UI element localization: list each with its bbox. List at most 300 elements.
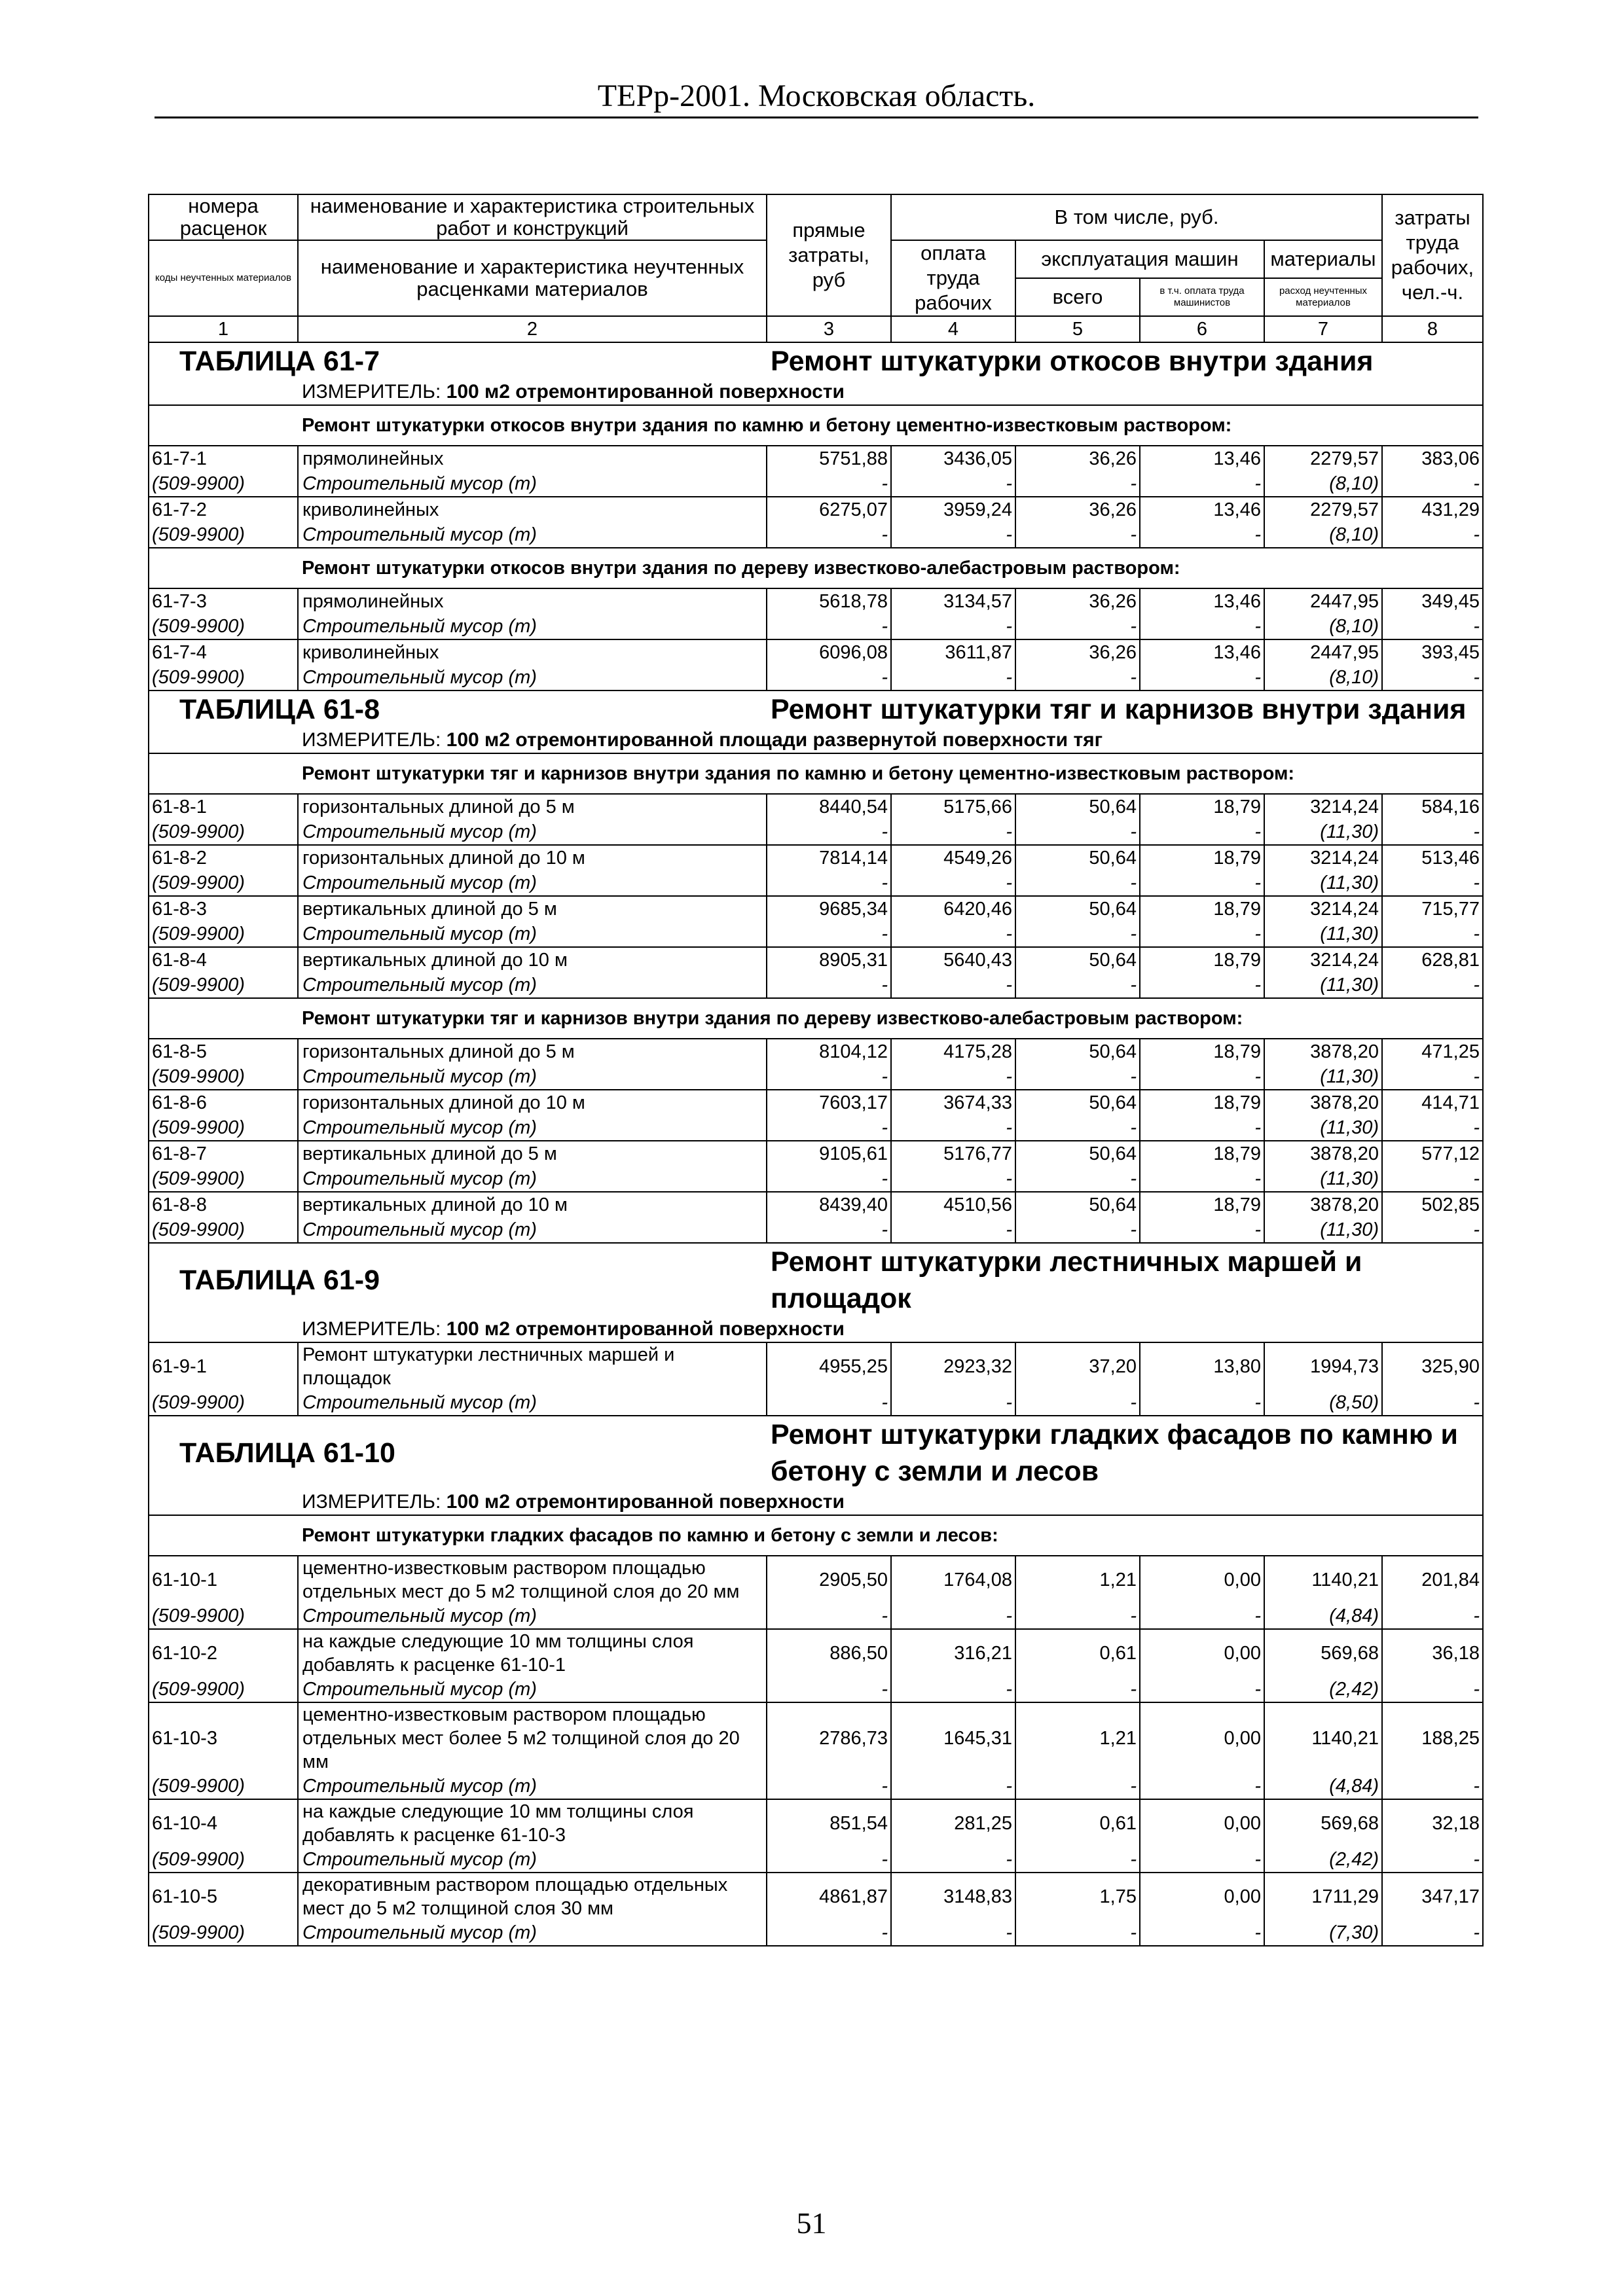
meter xyxy=(298,1490,1483,1515)
material-value: (4,84) xyxy=(1264,1774,1382,1799)
rate-value: 851,54 xyxy=(767,1799,891,1847)
rate-value: 584,16 xyxy=(1382,794,1483,819)
section-title: Ремонт штукатурки откосов внутри здания по дереву известково-алебастровым раствором: xyxy=(298,548,1483,588)
column-number: 8 xyxy=(1382,316,1483,342)
work-description: прямолинейных xyxy=(298,446,767,471)
work-description: криволинейных xyxy=(298,497,767,522)
section-title: Ремонт штукатурки тяг и карнизов внутри здания по камню и бетону цементно-известковым раствором: xyxy=(298,753,1483,794)
rate-value: 36,26 xyxy=(1015,588,1140,614)
table-title: Ремонт штукатурки тяг и карнизов внутри здания xyxy=(767,691,1483,728)
material-value: - xyxy=(1015,973,1140,998)
rate-value: 3611,87 xyxy=(891,639,1015,665)
table-title: Ремонт штукатурки откосов внутри здания xyxy=(767,342,1483,380)
material-value: - xyxy=(1015,1920,1140,1946)
rate-value: 36,26 xyxy=(1015,639,1140,665)
material-value: (4,84) xyxy=(1264,1604,1382,1629)
material-value: - xyxy=(1382,819,1483,845)
rate-value: 8439,40 xyxy=(767,1192,891,1217)
rate-value: 1,21 xyxy=(1015,1702,1140,1774)
material-value: - xyxy=(1382,471,1483,497)
material-value: - xyxy=(1382,1604,1483,1629)
header-row xyxy=(149,194,1483,240)
rates-table xyxy=(148,194,1484,1946)
material-value: - xyxy=(1140,1217,1264,1243)
material-value: - xyxy=(1382,1847,1483,1873)
material-value: - xyxy=(1140,1774,1264,1799)
rate-value: 569,68 xyxy=(1264,1799,1382,1847)
material-description: Строительный мусор (т) xyxy=(298,665,767,691)
rate-value: 0,00 xyxy=(1140,1702,1264,1774)
column-number: 1 xyxy=(149,316,298,342)
rate-value: 5618,78 xyxy=(767,588,891,614)
material-code: (509-9900) xyxy=(149,1847,298,1873)
material-value: (8,10) xyxy=(1264,614,1382,639)
rate-code: 61-8-8 xyxy=(149,1192,298,1217)
material-code: (509-9900) xyxy=(149,471,298,497)
col2-header: наименование и характеристика строительных работ и конструкций xyxy=(298,194,767,240)
material-value: (8,10) xyxy=(1264,522,1382,548)
table-row xyxy=(149,1342,1483,1390)
table-row xyxy=(149,1556,1483,1604)
rate-code: 61-10-3 xyxy=(149,1702,298,1774)
rate-value: 50,64 xyxy=(1015,845,1140,870)
rate-value: 2279,57 xyxy=(1264,446,1382,471)
section-title-row xyxy=(149,753,1483,794)
rate-value: 18,79 xyxy=(1140,794,1264,819)
material-code: (509-9900) xyxy=(149,819,298,845)
material-value: (11,30) xyxy=(1264,1115,1382,1141)
work-description: вертикальных длиной до 10 м xyxy=(298,947,767,973)
material-code: (509-9900) xyxy=(149,614,298,639)
table-row xyxy=(149,1629,1483,1677)
table-row xyxy=(149,794,1483,819)
col2-subheader: наименование и характеристика неучтенных расценками материалов xyxy=(298,240,767,316)
material-value: - xyxy=(1382,522,1483,548)
table-row xyxy=(149,497,1483,522)
rate-code: 61-8-2 xyxy=(149,845,298,870)
rate-value: 1,75 xyxy=(1015,1873,1140,1920)
rate-value: 50,64 xyxy=(1015,1039,1140,1064)
table-number: ТАБЛИЦА 61-8 xyxy=(149,691,767,728)
material-value: - xyxy=(1382,922,1483,947)
material-code: (509-9900) xyxy=(149,1166,298,1192)
rate-value: 2447,95 xyxy=(1264,588,1382,614)
material-description: Строительный мусор (т) xyxy=(298,1166,767,1192)
rate-value: 18,79 xyxy=(1140,1192,1264,1217)
rate-value: 5176,77 xyxy=(891,1141,1015,1166)
rate-code: 61-8-5 xyxy=(149,1039,298,1064)
rate-value: 50,64 xyxy=(1015,1192,1140,1217)
work-description: цементно-известковым раствором площадью отдельных мест до 5 м2 толщиной слоя до 20 мм xyxy=(298,1556,767,1604)
material-value: - xyxy=(1382,1064,1483,1090)
material-value: (11,30) xyxy=(1264,1166,1382,1192)
meter-row xyxy=(149,1490,1483,1515)
material-value: (7,30) xyxy=(1264,1920,1382,1946)
section-title: Ремонт штукатурки тяг и карнизов внутри здания по дереву известково-алебастровым раствором: xyxy=(298,998,1483,1039)
rate-value: 2447,95 xyxy=(1264,639,1382,665)
material-row xyxy=(149,1166,1483,1192)
rate-value: 36,26 xyxy=(1015,446,1140,471)
rate-code: 61-8-4 xyxy=(149,947,298,973)
material-description: Строительный мусор (т) xyxy=(298,522,767,548)
rate-value: 3878,20 xyxy=(1264,1192,1382,1217)
rate-value: 1140,21 xyxy=(1264,1556,1382,1604)
rate-value: 3878,20 xyxy=(1264,1141,1382,1166)
col5-header: всего xyxy=(1015,278,1140,316)
rate-value: 37,20 xyxy=(1015,1342,1140,1390)
rate-value: 50,64 xyxy=(1015,1141,1140,1166)
material-value: - xyxy=(891,1920,1015,1946)
column-numbers-row xyxy=(149,316,1483,342)
material-value: - xyxy=(767,1774,891,1799)
column-number: 2 xyxy=(298,316,767,342)
rate-value: 6275,07 xyxy=(767,497,891,522)
material-row xyxy=(149,1920,1483,1946)
rate-code: 61-10-4 xyxy=(149,1799,298,1847)
material-value: - xyxy=(767,1604,891,1629)
material-value: - xyxy=(1015,1604,1140,1629)
rate-value: 5175,66 xyxy=(891,794,1015,819)
work-description: на каждые следующие 10 мм толщины слоя добавлять к расценке 61-10-1 xyxy=(298,1629,767,1677)
table-row xyxy=(149,1873,1483,1920)
col7-header: расход неучтенных материалов xyxy=(1264,278,1382,316)
material-value: - xyxy=(767,1115,891,1141)
rate-value: 13,80 xyxy=(1140,1342,1264,1390)
work-description: вертикальных длиной до 5 м xyxy=(298,1141,767,1166)
material-value: - xyxy=(767,1064,891,1090)
section-title-row xyxy=(149,548,1483,588)
material-value: - xyxy=(1015,870,1140,896)
work-description: горизонтальных длиной до 5 м xyxy=(298,794,767,819)
material-value: - xyxy=(1015,1115,1140,1141)
rate-value: 18,79 xyxy=(1140,1090,1264,1115)
rate-value: 36,26 xyxy=(1015,497,1140,522)
rate-value: 3674,33 xyxy=(891,1090,1015,1115)
col1-subheader: коды неучтенных материалов xyxy=(149,240,298,316)
material-row xyxy=(149,522,1483,548)
section-title-row xyxy=(149,1515,1483,1556)
work-description: прямолинейных xyxy=(298,588,767,614)
work-description: на каждые следующие 10 мм толщины слоя добавлять к расценке 61-10-3 xyxy=(298,1799,767,1847)
rate-code: 61-10-2 xyxy=(149,1629,298,1677)
section-title: Ремонт штукатурки гладких фасадов по камню и бетону с земли и лесов: xyxy=(298,1515,1483,1556)
material-description: Строительный мусор (т) xyxy=(298,973,767,998)
table-number: ТАБЛИЦА 61-7 xyxy=(149,342,767,380)
rate-code: 61-9-1 xyxy=(149,1342,298,1390)
material-value: - xyxy=(1140,870,1264,896)
work-description: горизонтальных длиной до 5 м xyxy=(298,1039,767,1064)
material-description: Строительный мусор (т) xyxy=(298,1604,767,1629)
material-value: - xyxy=(1015,1217,1140,1243)
material-description: Строительный мусор (т) xyxy=(298,870,767,896)
rate-value: 7814,14 xyxy=(767,845,891,870)
rate-value: 188,25 xyxy=(1382,1702,1483,1774)
rate-value: 2905,50 xyxy=(767,1556,891,1604)
material-value: (8,10) xyxy=(1264,471,1382,497)
material-value: - xyxy=(1015,819,1140,845)
table-row xyxy=(149,845,1483,870)
material-code: (509-9900) xyxy=(149,665,298,691)
material-code: (509-9900) xyxy=(149,1920,298,1946)
material-value: - xyxy=(891,973,1015,998)
material-code: (509-9900) xyxy=(149,1217,298,1243)
col3-header: прямые затраты, руб xyxy=(767,194,891,316)
material-value: - xyxy=(1015,1677,1140,1702)
table-title: Ремонт штукатурки гладких фасадов по камню и бетону с земли и лесов xyxy=(767,1416,1483,1490)
material-value: - xyxy=(891,1217,1015,1243)
material-value: (11,30) xyxy=(1264,819,1382,845)
material-row xyxy=(149,1847,1483,1873)
material-value: - xyxy=(1140,819,1264,845)
rate-code: 61-10-1 xyxy=(149,1556,298,1604)
material-value: - xyxy=(1140,1604,1264,1629)
material-value: (11,30) xyxy=(1264,1064,1382,1090)
rate-value: 32,18 xyxy=(1382,1799,1483,1847)
rate-value: 0,00 xyxy=(1140,1629,1264,1677)
material-value: (11,30) xyxy=(1264,922,1382,947)
material-value: - xyxy=(767,1166,891,1192)
material-value: - xyxy=(891,819,1015,845)
rate-code: 61-7-3 xyxy=(149,588,298,614)
meter-label: ИЗМЕРИТЕЛЬ: xyxy=(302,381,441,403)
material-row xyxy=(149,1604,1483,1629)
rate-value: 18,79 xyxy=(1140,1039,1264,1064)
material-value: - xyxy=(1382,1774,1483,1799)
rate-value: 414,71 xyxy=(1382,1090,1483,1115)
page-header: ТЕРр-2001. Московская область. xyxy=(155,77,1478,118)
material-row xyxy=(149,1217,1483,1243)
material-code: (509-9900) xyxy=(149,973,298,998)
table-row xyxy=(149,1192,1483,1217)
meter xyxy=(298,728,1483,753)
table-row xyxy=(149,1039,1483,1064)
work-description: декоративным раствором площадью отдельных мест до 5 м2 толщиной слоя 30 мм xyxy=(298,1873,767,1920)
rate-value: 18,79 xyxy=(1140,845,1264,870)
work-description: цементно-известковым раствором площадью отдельных мест более 5 м2 толщиной слоя до 20 мм xyxy=(298,1702,767,1774)
material-value: - xyxy=(891,1115,1015,1141)
material-value: - xyxy=(1382,1920,1483,1946)
rate-value: 5640,43 xyxy=(891,947,1015,973)
rate-value: 13,46 xyxy=(1140,588,1264,614)
work-description: криволинейных xyxy=(298,639,767,665)
rate-value: 3214,24 xyxy=(1264,896,1382,922)
rate-value: 1764,08 xyxy=(891,1556,1015,1604)
material-value: - xyxy=(1382,1217,1483,1243)
material-value: - xyxy=(891,471,1015,497)
material-row xyxy=(149,819,1483,845)
material-value: - xyxy=(767,1390,891,1416)
rate-value: 201,84 xyxy=(1382,1556,1483,1604)
rate-code: 61-8-3 xyxy=(149,896,298,922)
material-value: - xyxy=(1140,471,1264,497)
material-row xyxy=(149,1677,1483,1702)
material-value: - xyxy=(1015,1774,1140,1799)
material-value: - xyxy=(1382,1677,1483,1702)
material-value: - xyxy=(1015,922,1140,947)
rate-value: 502,85 xyxy=(1382,1192,1483,1217)
material-row xyxy=(149,665,1483,691)
material-row xyxy=(149,1774,1483,1799)
rate-value: 577,12 xyxy=(1382,1141,1483,1166)
page-number: 51 xyxy=(796,2206,827,2240)
material-row xyxy=(149,973,1483,998)
rate-value: 8440,54 xyxy=(767,794,891,819)
material-value: - xyxy=(1015,1847,1140,1873)
rate-value: 3959,24 xyxy=(891,497,1015,522)
rate-value: 325,90 xyxy=(1382,1342,1483,1390)
meter-value: 100 м2 отремонтированной поверхности xyxy=(446,1491,845,1513)
material-value: - xyxy=(767,665,891,691)
material-description: Строительный мусор (т) xyxy=(298,1064,767,1090)
rate-code: 61-7-2 xyxy=(149,497,298,522)
rate-value: 0,61 xyxy=(1015,1799,1140,1847)
rate-value: 4549,26 xyxy=(891,845,1015,870)
material-value: - xyxy=(1382,1115,1483,1141)
rate-value: 18,79 xyxy=(1140,947,1264,973)
rate-value: 316,21 xyxy=(891,1629,1015,1677)
material-value: - xyxy=(891,870,1015,896)
meter-label: ИЗМЕРИТЕЛЬ: xyxy=(302,1491,441,1513)
rate-value: 513,46 xyxy=(1382,845,1483,870)
material-description: Строительный мусор (т) xyxy=(298,922,767,947)
material-value: - xyxy=(767,1847,891,1873)
table-title: Ремонт штукатурки лестничных маршей и площадок xyxy=(767,1243,1483,1317)
rate-value: 6096,08 xyxy=(767,639,891,665)
column-number: 6 xyxy=(1140,316,1264,342)
material-value: - xyxy=(1015,522,1140,548)
material-row xyxy=(149,870,1483,896)
rate-code: 61-8-7 xyxy=(149,1141,298,1166)
material-description: Строительный мусор (т) xyxy=(298,1774,767,1799)
rate-value: 5751,88 xyxy=(767,446,891,471)
table-row xyxy=(149,1090,1483,1115)
material-value: - xyxy=(1140,522,1264,548)
material-description: Строительный мусор (т) xyxy=(298,1390,767,1416)
rate-value: 3148,83 xyxy=(891,1873,1015,1920)
meter xyxy=(298,1317,1483,1342)
rate-value: 0,61 xyxy=(1015,1629,1140,1677)
table-number: ТАБЛИЦА 61-10 xyxy=(149,1416,767,1490)
material-value: - xyxy=(891,1064,1015,1090)
material-value: - xyxy=(1140,1847,1264,1873)
rate-value: 349,45 xyxy=(1382,588,1483,614)
material-description: Строительный мусор (т) xyxy=(298,471,767,497)
material-value: - xyxy=(1140,1166,1264,1192)
table-title-row xyxy=(149,342,1483,380)
section-title-row xyxy=(149,998,1483,1039)
rate-code: 61-7-1 xyxy=(149,446,298,471)
meter-label: ИЗМЕРИТЕЛЬ: xyxy=(302,729,441,751)
rate-value: 1994,73 xyxy=(1264,1342,1382,1390)
material-value: - xyxy=(767,614,891,639)
material-value: - xyxy=(891,614,1015,639)
material-value: - xyxy=(767,819,891,845)
rate-value: 3878,20 xyxy=(1264,1039,1382,1064)
rate-value: 347,17 xyxy=(1382,1873,1483,1920)
rate-value: 0,00 xyxy=(1140,1873,1264,1920)
material-value: (11,30) xyxy=(1264,870,1382,896)
rate-value: 1711,29 xyxy=(1264,1873,1382,1920)
meter-value: 100 м2 отремонтированной поверхности xyxy=(446,381,845,403)
rate-value: 431,29 xyxy=(1382,497,1483,522)
rate-value: 50,64 xyxy=(1015,1090,1140,1115)
material-description: Строительный мусор (т) xyxy=(298,1847,767,1873)
rate-value: 2923,32 xyxy=(891,1342,1015,1390)
section-title-row xyxy=(149,405,1483,446)
rate-value: 18,79 xyxy=(1140,1141,1264,1166)
col4-header: оплата труда рабочих xyxy=(891,240,1015,316)
rate-value: 50,64 xyxy=(1015,896,1140,922)
material-value: - xyxy=(767,1677,891,1702)
rate-value: 1645,31 xyxy=(891,1702,1015,1774)
rate-value: 8905,31 xyxy=(767,947,891,973)
rate-value: 13,46 xyxy=(1140,446,1264,471)
table-row xyxy=(149,1799,1483,1847)
work-description: горизонтальных длиной до 10 м xyxy=(298,1090,767,1115)
column-number: 3 xyxy=(767,316,891,342)
material-value: - xyxy=(1382,614,1483,639)
table-title-row xyxy=(149,1243,1483,1317)
material-value: - xyxy=(1015,1064,1140,1090)
rate-code: 61-7-4 xyxy=(149,639,298,665)
material-row xyxy=(149,1390,1483,1416)
section-title: Ремонт штукатурки откосов внутри здания по камню и бетону цементно-известковым раствором: xyxy=(298,405,1483,446)
rate-code: 61-8-6 xyxy=(149,1090,298,1115)
material-code: (509-9900) xyxy=(149,1115,298,1141)
material-value: - xyxy=(1140,1064,1264,1090)
material-code: (509-9900) xyxy=(149,522,298,548)
column-number: 7 xyxy=(1264,316,1382,342)
material-value: - xyxy=(1015,614,1140,639)
material-value: - xyxy=(767,1217,891,1243)
material-row xyxy=(149,1115,1483,1141)
material-value: - xyxy=(767,870,891,896)
rate-value: 50,64 xyxy=(1015,947,1140,973)
meter-row xyxy=(149,1317,1483,1342)
material-value: - xyxy=(1140,1390,1264,1416)
material-value: - xyxy=(1382,1166,1483,1192)
material-value: - xyxy=(891,1847,1015,1873)
group-header: В том числе, руб. xyxy=(891,194,1382,240)
rate-value: 715,77 xyxy=(1382,896,1483,922)
material-value: (2,42) xyxy=(1264,1847,1382,1873)
table-row xyxy=(149,639,1483,665)
rate-value: 393,45 xyxy=(1382,639,1483,665)
table-number: ТАБЛИЦА 61-9 xyxy=(149,1243,767,1317)
column-number: 5 xyxy=(1015,316,1140,342)
material-code: (509-9900) xyxy=(149,1604,298,1629)
rate-value: 50,64 xyxy=(1015,794,1140,819)
table-row xyxy=(149,1702,1483,1774)
rate-value: 8104,12 xyxy=(767,1039,891,1064)
rate-code: 61-8-1 xyxy=(149,794,298,819)
table-title-row xyxy=(149,691,1483,728)
rate-value: 1,21 xyxy=(1015,1556,1140,1604)
material-value: - xyxy=(891,922,1015,947)
rate-value: 3134,57 xyxy=(891,588,1015,614)
material-value: - xyxy=(1382,870,1483,896)
table-row xyxy=(149,947,1483,973)
material-description: Строительный мусор (т) xyxy=(298,1217,767,1243)
table-row xyxy=(149,588,1483,614)
rate-value: 4955,25 xyxy=(767,1342,891,1390)
rate-value: 383,06 xyxy=(1382,446,1483,471)
rate-value: 281,25 xyxy=(891,1799,1015,1847)
material-value: - xyxy=(1140,1920,1264,1946)
material-row xyxy=(149,922,1483,947)
column-number: 4 xyxy=(891,316,1015,342)
rate-value: 9105,61 xyxy=(767,1141,891,1166)
